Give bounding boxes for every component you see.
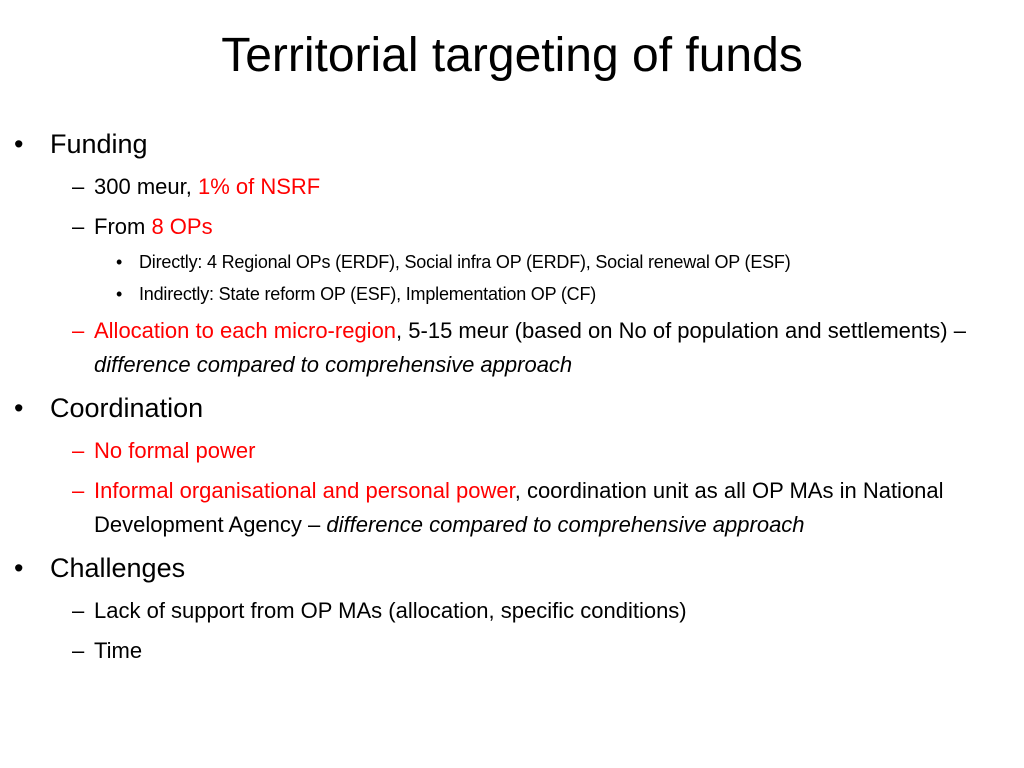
funding-budget-text: 300 meur, — [94, 174, 198, 199]
challenges-heading: Challenges — [50, 553, 186, 583]
coordination-item-informal — [14, 474, 1014, 542]
bullet-icon: • — [14, 393, 24, 423]
funding-heading: Funding — [50, 129, 148, 159]
challenges-time-text: Time — [94, 638, 143, 663]
slide-content — [14, 124, 1014, 668]
funding-sub-directly-text: Directly: 4 Regional OPs (ERDF), Social infra OP (ERDF), Social renewal OP (ESF) — [139, 252, 791, 272]
funding-budget-highlight: 1% of NSRF — [197, 174, 321, 199]
challenges-item-support — [14, 594, 1014, 628]
funding-allocation-highlight: Allocation to each micro-region — [94, 318, 397, 343]
dash-icon: – — [72, 598, 85, 623]
dash-icon: – — [72, 638, 85, 663]
bullet-icon: • — [14, 553, 24, 583]
coordination-informal-text: , coordination unit as all OP MAs in National Development Agency – — [94, 478, 944, 537]
coordination-formal-text: No formal power — [94, 438, 256, 463]
coordination-heading: Coordination — [50, 393, 204, 423]
funding-item-sources — [14, 210, 1014, 244]
funding-sub-indirectly-text: Indirectly: State reform OP (ESF), Implementation OP (CF) — [139, 284, 597, 304]
bullet-icon: • — [14, 129, 24, 159]
dash-icon: – — [72, 214, 85, 239]
dash-icon: – — [72, 478, 85, 503]
bullet-icon: • — [116, 252, 123, 272]
dash-icon: – — [72, 318, 85, 343]
funding-sub-indirectly — [14, 280, 1014, 308]
funding-allocation-text: , 5-15 meur (based on No of population and settlements) – — [396, 318, 966, 343]
dash-icon: – — [72, 174, 85, 199]
coordination-informal-highlight: Informal organisational and personal power — [94, 478, 515, 503]
challenges-item-time — [14, 634, 1014, 668]
funding-item-allocation — [14, 314, 1014, 382]
challenges-support-text: Lack of support from OP MAs (allocation, specific conditions) — [94, 598, 687, 623]
funding-sub-directly — [14, 248, 1014, 276]
bullet-icon: • — [116, 284, 123, 304]
bullet-coordination — [14, 388, 1014, 428]
funding-allocation-italic: difference compared to comprehensive approach — [94, 352, 573, 377]
coordination-item-formal — [14, 434, 1014, 468]
funding-sources-highlight: 8 OPs — [151, 214, 213, 239]
dash-icon: – — [72, 438, 85, 463]
coordination-informal-italic: difference compared to comprehensive approach — [326, 512, 805, 537]
bullet-funding — [14, 124, 1014, 164]
slide-title: Territorial targeting of funds — [221, 29, 803, 82]
bullet-challenges — [14, 548, 1014, 588]
funding-item-budget — [14, 170, 1014, 204]
funding-sources-text: From — [94, 214, 152, 239]
